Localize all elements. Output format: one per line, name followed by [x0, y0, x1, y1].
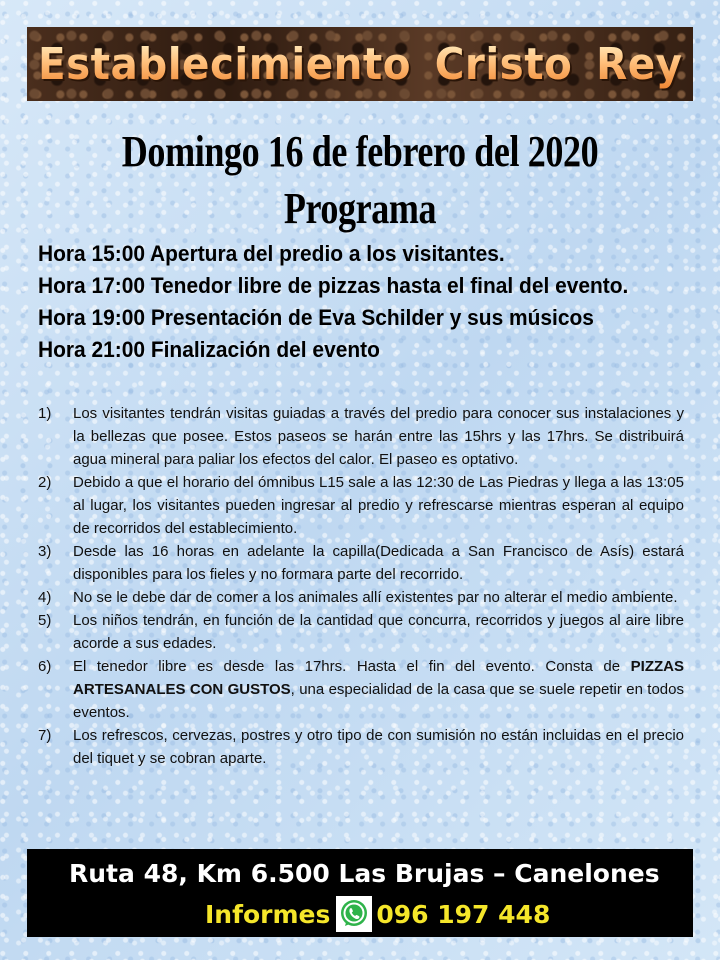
notes-list [38, 402, 684, 770]
event-date: Domingo 16 de febrero del 2020 [121, 127, 599, 176]
note-text: Los refrescos, cervezas, postres y otro tipo de con sumisión no están incluidas en el precio del tiquet y se cobran aparte. [73, 727, 684, 767]
note-text: Los niños tendrán, en función de la cantidad que concurra, recorridos y juegos al aire libre acorde a sus edades. [73, 612, 684, 652]
note-number: 1) [38, 405, 52, 422]
program-title: Programa [283, 184, 437, 233]
schedule-item: Hora 17:00 Tenedor libre de pizzas hasta el final del evento. [38, 273, 629, 298]
informes-row [205, 896, 550, 932]
note-text-end: , una especialidad de la casa que se suele repetir en todos eventos. [73, 681, 684, 721]
note-item [38, 609, 684, 655]
note-item [38, 471, 684, 540]
note-item [38, 724, 684, 770]
note-text-start: El tenedor libre es desde las 17hrs. Hasta el fin del evento. Consta de [73, 658, 631, 675]
whatsapp-icon [336, 896, 372, 932]
note-number: 7) [38, 727, 52, 744]
note-text [73, 655, 684, 724]
note-number: 5) [38, 612, 52, 629]
establishment-title: Establecimiento Cristo Rey [37, 38, 683, 90]
address-text: Ruta 48, Km 6.500 Las Brujas – Canelones [69, 859, 660, 888]
note-item [38, 402, 684, 471]
note-number: 6) [38, 658, 52, 675]
note-text: Los visitantes tendrán visitas guiadas a través del predio para conocer sus instalaciones y la bellezas que posee. Estos paseos se harán entre las 15hrs y las 17hrs. Se distribuirá agua mineral para paliar los efectos del calor. El paseo es optativo. [73, 405, 684, 468]
note-text: No se le debe dar de comer a los animales allí existentes par no alterar el medio ambiente. [73, 589, 678, 606]
note-text: Debido a que el horario del ómnibus L15 sale a las 12:30 de Las Piedras y llega a las 13:05 al lugar, los visitantes pueden ingresar al predio y refrescarse mientras esperan al equipo de recorridos del establecimiento. [73, 474, 684, 537]
note-text: Desde las 16 horas en adelante la capilla(Dedicada a San Francisco de Asís) estará disponibles para los fieles y no formara parte del recorrido. [73, 543, 684, 583]
schedule-item: Hora 21:00 Finalización del evento [38, 337, 380, 362]
contact-footer [27, 849, 693, 937]
schedule-list [38, 238, 698, 366]
note-number: 2) [38, 474, 52, 491]
schedule-item: Hora 19:00 Presentación de Eva Schilder y sus músicos [38, 305, 594, 330]
header-banner [27, 27, 693, 101]
note-text-bold: PIZZAS ARTESANALES CON GUSTOS [73, 658, 684, 698]
note-number: 4) [38, 589, 52, 606]
note-item [38, 655, 684, 724]
note-item [38, 540, 684, 586]
note-number: 3) [38, 543, 52, 560]
schedule-item: Hora 15:00 Apertura del predio a los visitantes. [38, 241, 505, 266]
informes-label: Informes [205, 899, 331, 929]
note-item [38, 586, 684, 609]
phone-number: 096 197 448 [376, 899, 551, 929]
